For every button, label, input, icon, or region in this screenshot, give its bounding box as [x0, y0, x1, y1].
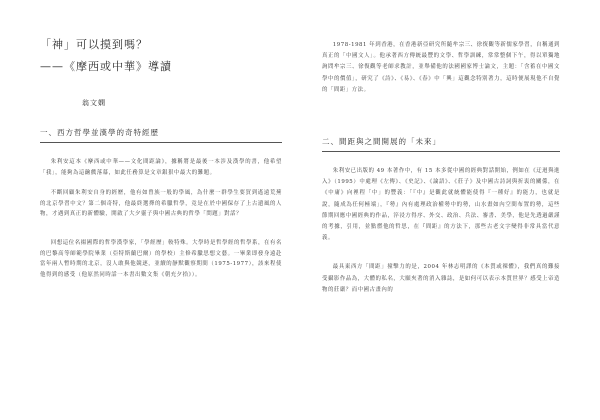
article-title: 「神」可以摸到嗎？: [40, 38, 148, 51]
paragraph: 最具東西方「間距」撞擊力的是，2004 年林志明譯的《本質或裸體》，我們真的難接受攝影作品為，大體的私名，大願夾著的消入雜誌，是如何可以表示本質世界？感受上帝造物的莊嚴？而中國古畫內的: [322, 264, 560, 293]
section-heading-1: 一、西方哲學並漢學的奇特經歷: [40, 128, 159, 137]
author-name: 翁文嫻: [82, 99, 106, 107]
paragraph: 朱利安這本《摩西或中華——文化間距論》，據稱將是最後一本涉及漢學的書，他希望「我」，能夠為這齣戲落幕，如此任務算是文章銀狠中最大的難題。: [40, 159, 282, 176]
paragraph: 不斷回顧朱利安自身的經歷，他有如曾族一般的學風，為什麼一群學生要買到遙遠荒蕪的北京學習中文？第二個奇特，他最終選擇的希臘哲學，竟是在於中國保存了上古遺風的人物，才遇到真正的新體驗，開啟了大夕靈子與中國古典的哲學「問題」對話？: [40, 190, 282, 218]
section-divider: [322, 151, 560, 152]
paragraph: 1978-1981 年到香港，在香港新亞研究所隨牟宗三、徐復觀等新儒家學習，自稱通到真正的「中國文人」。他承著西方傳統最豐的文學、哲學訓練，常常整個下午，得以單獨地詢問牟宗三、徐復觀等老師求教計，並舉備他的法國國家博士論文，主題：「含蓄在中國文學中的價值」，研究了《詩》、《易》、《春》中「興」這觀念特別著力，這時便展現他不自覺的「間距」方法。: [322, 42, 560, 93]
section-divider: [40, 142, 282, 143]
article-subtitle: ——《摩西或中華》導讀: [40, 60, 172, 73]
paragraph: 朱利安已出版的 49 本著作中，有 15 本多從中國的經典對話開始，例如在《迂迴與進入》（1995）中處理《左傳》、《史記》、《論語》、《莊子》及中國古詩詞與折衷的關係，在《中庸》向裡程「中」的豐義：「『中』是觀此就統體能使得『一種好』的能力，也就是說，隨成為任何極端」，『勢』內有處理政治權勢中的勢，山水畫如內空間布置的勢，這些節期回應中國經典的作品，淬浸方得序、外交、政治、兵法、審書、美學，他是先透過嚴謹的考據，引用，並點燃他的哲思，在『間距』的方法下，那些古老文字變得非常具當代意義。: [322, 168, 560, 242]
section-heading-2: 二、間距與之間開展的「未來」: [322, 137, 441, 147]
right-page: [300, 0, 600, 420]
paragraph: 回想這位名揚國際的哲學漢學家，「學經歷」較特殊。大學時是哲學經的哲學系，在有名的巴黎高等師範學院畢業（亞特斯蘭巴爾）的學校）主修希臘思想文藝。一畢業即發身遠赴當年兩人暫時期的北京，沒人敢與他競逐，並續的靜默觀察期間（1975-1977），該來程使他得到的感受（他原然同時話一本書出數文集《朝充夕拾》）。: [40, 239, 282, 278]
